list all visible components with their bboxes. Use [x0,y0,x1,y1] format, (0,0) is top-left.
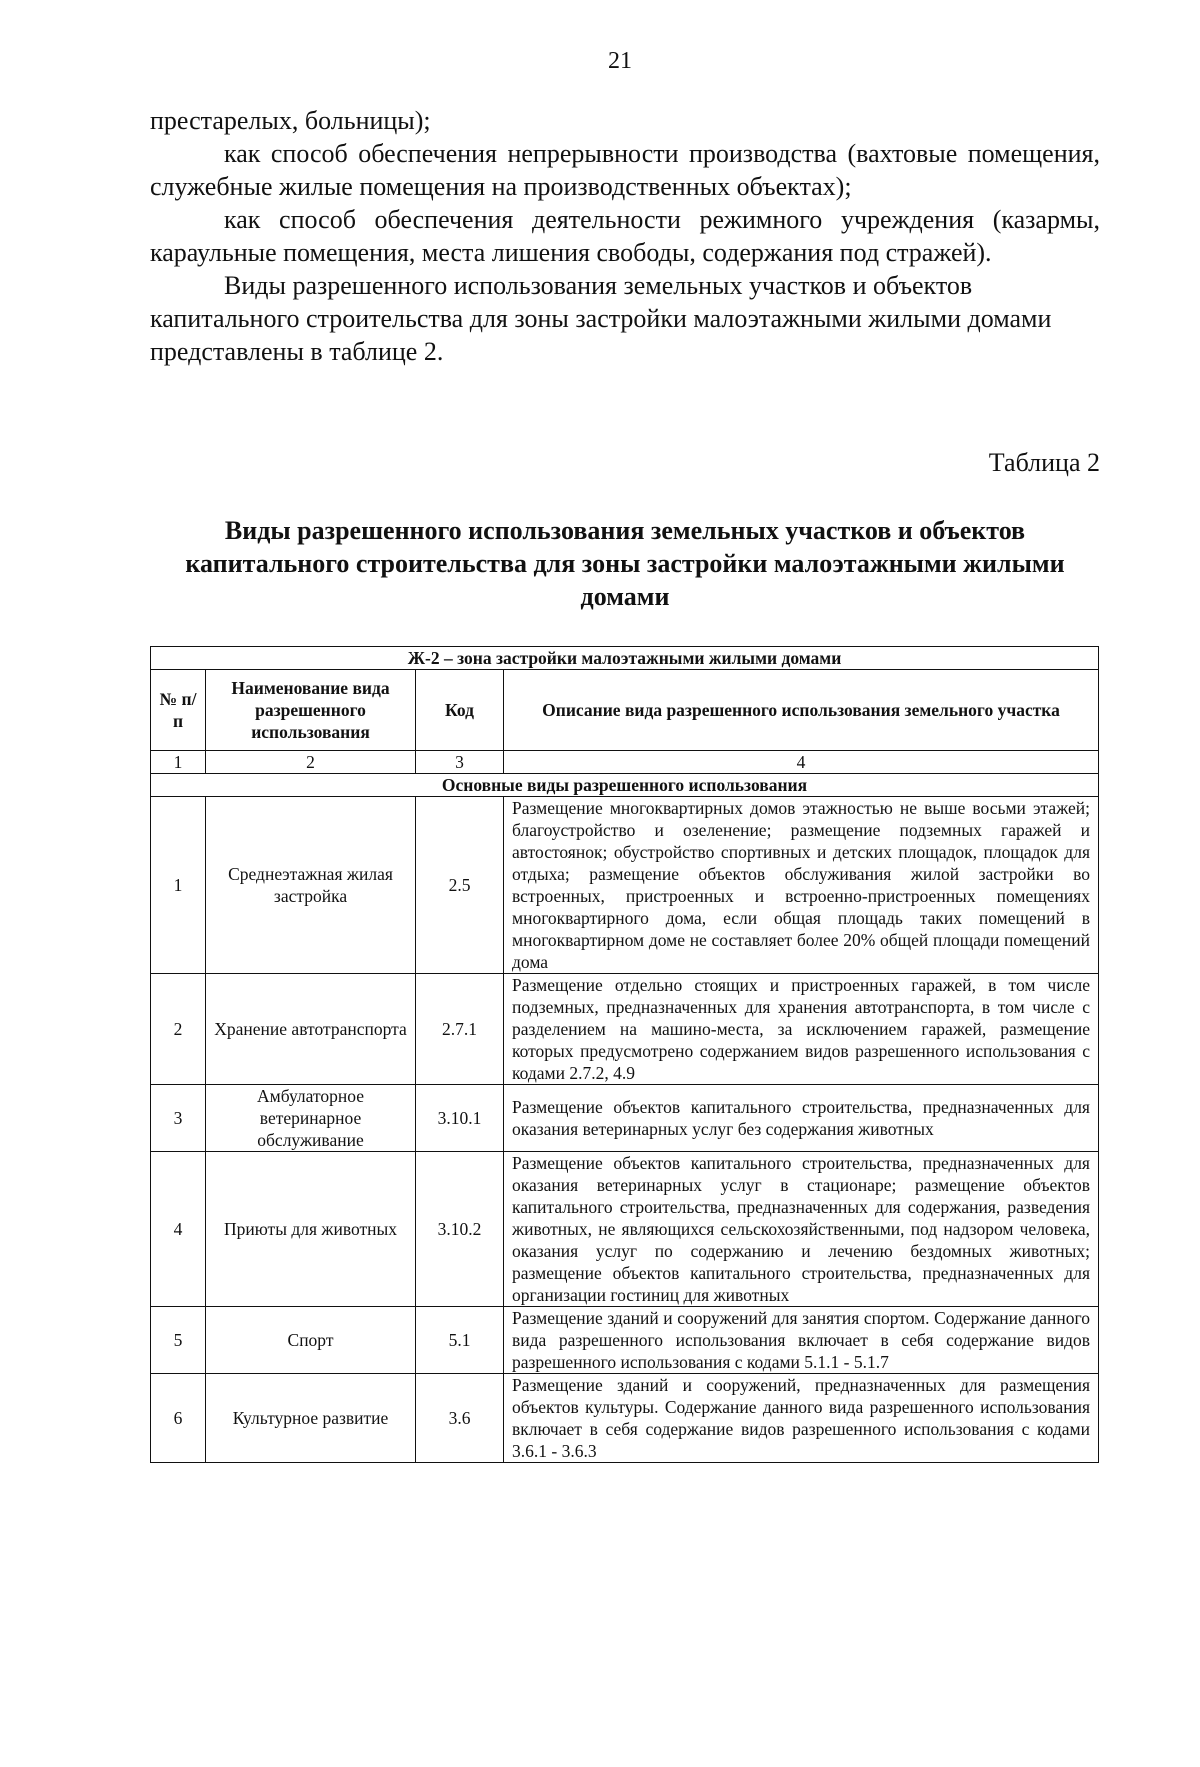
table-row [151,1152,1099,1307]
row-name: Спорт [206,1307,416,1374]
table-row [151,797,1099,974]
body-text [150,104,1100,368]
table-title: Виды разрешенного использования земельных участков и объектов капитального строительства для зоны застройки малоэтажными жилыми домами [185,516,1065,611]
row-name: Приюты для животных [206,1152,416,1307]
table-row [151,1307,1099,1374]
column-header-number: № п/п [151,670,206,751]
section-title: Основные виды разрешенного использования [151,774,1099,797]
row-code: 2.5 [416,797,504,974]
row-name: Среднеэтажная жилая застройка [206,797,416,974]
row-code: 2.7.1 [416,974,504,1085]
table-caption: Таблица 2 [988,448,1100,477]
paragraph-4: Виды разрешенного использования земельных участков и объектов капитального строительства для зоны застройки малоэтажными жилыми домами представлены в таблице 2. [150,271,1052,366]
row-number: 1 [151,797,206,974]
column-header-name: Наименование вида разрешенного использования [206,670,416,751]
column-number: 1 [151,751,206,774]
column-number: 3 [416,751,504,774]
paragraph-1: престарелых, больницы); [150,106,431,135]
row-description: Размещение зданий и сооружений для занятия спортом. Содержание данного вида разрешенного использования включает в себя содержание видов разрешенного использования с кодами 5.1.1 - 5.1.7 [504,1307,1099,1374]
row-code: 3.6 [416,1374,504,1463]
row-code: 3.10.1 [416,1085,504,1152]
row-number: 3 [151,1085,206,1152]
column-number: 4 [504,751,1099,774]
paragraph-3: как способ обеспечения деятельности режимного учреждения (казармы, караульные помещения, места лишения свободы, содержания под стражей). [150,205,1100,267]
row-name: Хранение автотранспорта [206,974,416,1085]
paragraph-2: как способ обеспечения непрерывности производства (вахтовые помещения, служебные жилые помещения на производственных объектах); [150,139,1100,201]
row-name: Амбулаторное ветеринарное обслуживание [206,1085,416,1152]
row-description: Размещение объектов капитального строительства, предназначенных для оказания ветеринарных услуг без содержания животных [504,1085,1099,1152]
row-description: Размещение объектов капитального строительства, предназначенных для оказания ветеринарных услуг в стационаре; размещение объектов капитального строительства, предназначенных для содержания, разведения животных, не являющихся сельскохозяйственными, под надзором человека, оказания услуг по содержанию и лечению бездомных животных; размещение объектов капитального строительства, предназначенных для организации гостиниц для животных [504,1152,1099,1307]
row-code: 5.1 [416,1307,504,1374]
row-name: Культурное развитие [206,1374,416,1463]
row-number: 5 [151,1307,206,1374]
page-number: 21 [608,48,632,74]
column-header-description: Описание вида разрешенного использования земельного участка [504,670,1099,751]
column-number: 2 [206,751,416,774]
table-row [151,1085,1099,1152]
table-row [151,1374,1099,1463]
zone-header: Ж-2 – зона застройки малоэтажными жилыми домами [151,647,1099,670]
row-number: 4 [151,1152,206,1307]
row-number: 6 [151,1374,206,1463]
column-header-code: Код [416,670,504,751]
land-use-table [150,646,1099,1463]
row-description: Размещение отдельно стоящих и пристроенных гаражей, в том числе подземных, предназначенных для хранения автотранспорта, в том числе с разделением на машино-места, за исключением гаражей, размещение которых предусмотрено содержанием видов разрешенного использования с кодами 2.7.2, 4.9 [504,974,1099,1085]
table-row [151,974,1099,1085]
row-number: 2 [151,974,206,1085]
row-description: Размещение многоквартирных домов этажностью не выше восьми этажей; благоустройство и озеленение; размещение подземных гаражей и автостоянок; обустройство спортивных и детских площадок, площадок для отдыха; размещение объектов обслуживания жилой застройки во встроенных, пристроенных и встроенно-пристроенных помещениях многоквартирного дома, если общая площадь таких помещений в многоквартирном доме не составляет более 20% общей площади помещений дома [504,797,1099,974]
row-description: Размещение зданий и сооружений, предназначенных для размещения объектов культуры. Содержание данного вида разрешенного использования включает в себя содержание видов разрешенного использования с кодами 3.6.1 - 3.6.3 [504,1374,1099,1463]
row-code: 3.10.2 [416,1152,504,1307]
